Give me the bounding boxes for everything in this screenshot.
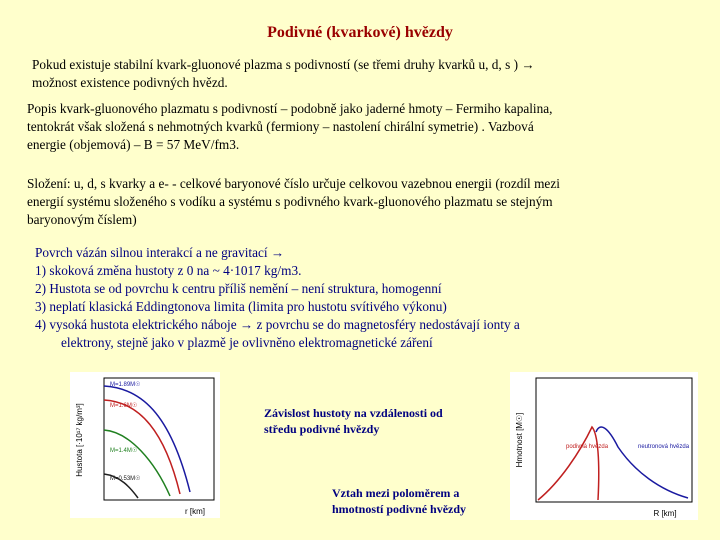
p1-line2: možnost existence podivných hvězd. — [32, 75, 228, 90]
paragraph-surface-properties — [35, 244, 715, 352]
p4-line2: 1) skoková změna hustoty z 0 na ~ 4·1017 kg/m3. — [35, 263, 302, 278]
density-plot — [70, 372, 220, 518]
density-legend-4: M=0.53M☉ — [110, 476, 141, 482]
neutron-star-label: neutronová hvězda — [638, 444, 690, 450]
mass-radius-ylabel: Hmotnost [M☉] — [515, 412, 524, 468]
p2-line3: energie (objemová) – B = 57 MeV/fm3. — [27, 137, 240, 152]
strange-star-label: podivná hvězda — [566, 444, 609, 450]
neutron-star-curve — [596, 427, 688, 498]
density-caption: Závislost hustoty na vzdálenosti od středu podivné hvězdy — [264, 406, 443, 436]
paragraph-existence — [32, 56, 710, 92]
density-xlabel: r [km] — [185, 507, 205, 516]
strange-star-curve — [538, 427, 599, 500]
density-ylabel: Hustota [·10¹⁷ kg/m³] — [75, 403, 84, 477]
paragraph-composition — [27, 175, 709, 229]
p2-line2: tentokrát však složená s nehmotných kvarků (fermiony – nastolení chirální symetrie) . Vazbová — [27, 119, 534, 134]
p3-line1: Složení: u, d, s kvarky a e- - celkové baryonové číslo určuje celkovou vazebnou energii (rozdíl mezi — [27, 176, 560, 191]
p4-line6: elektrony, stejně jako v plazmě je ovlivněno elektromagnetické záření — [61, 335, 433, 350]
mass-radius-caption: Vztah mezi poloměrem a hmotností podivné hvězdy — [332, 486, 467, 516]
density-legend-1: M=1.89M☉ — [110, 382, 141, 388]
p3-line3: baryonovým číslem) — [27, 212, 137, 227]
p1-line1: Pokud existuje stabilní kvark-gluonové plazma s podivností (se třemi druhy kvarků u, d, s ) → — [32, 57, 535, 72]
p4-line3: 2) Hustota se od povrchu k centru příliš nemění – není struktura, homogenní — [35, 281, 442, 296]
p3-line2: energií systému složeného s vodíku a systému s podivného kvark-gluonového plazmatu se stejným — [27, 194, 553, 209]
page-title: Podivné (kvarkové) hvězdy — [267, 24, 453, 41]
p4-line1: Povrch vázán silnou interakcí a ne gravitací → — [35, 245, 285, 260]
mass-radius-plot — [510, 372, 698, 520]
p2-line1: Popis kvark-gluonového plazmatu s podivností – podobně jako jaderné hmoty – Fermiho kapalina, — [27, 101, 553, 116]
density-legend-3: M=1.4M☉ — [110, 448, 138, 454]
density-figure — [70, 372, 220, 518]
density-legend-2: M=1.6M☉ — [110, 403, 138, 409]
mass-radius-figure — [510, 372, 698, 520]
p4-line4: 3) neplatí klasická Eddingtonova limita (limita pro hustotu svítivého výkonu) — [35, 299, 447, 314]
paragraph-plasma-description — [27, 100, 709, 154]
mass-radius-xlabel: R [km] — [653, 509, 677, 518]
p4-line5: 4) vysoká hustota elektrického náboje → z povrchu se do magnetosféry nedostávají ionty a — [35, 317, 520, 332]
